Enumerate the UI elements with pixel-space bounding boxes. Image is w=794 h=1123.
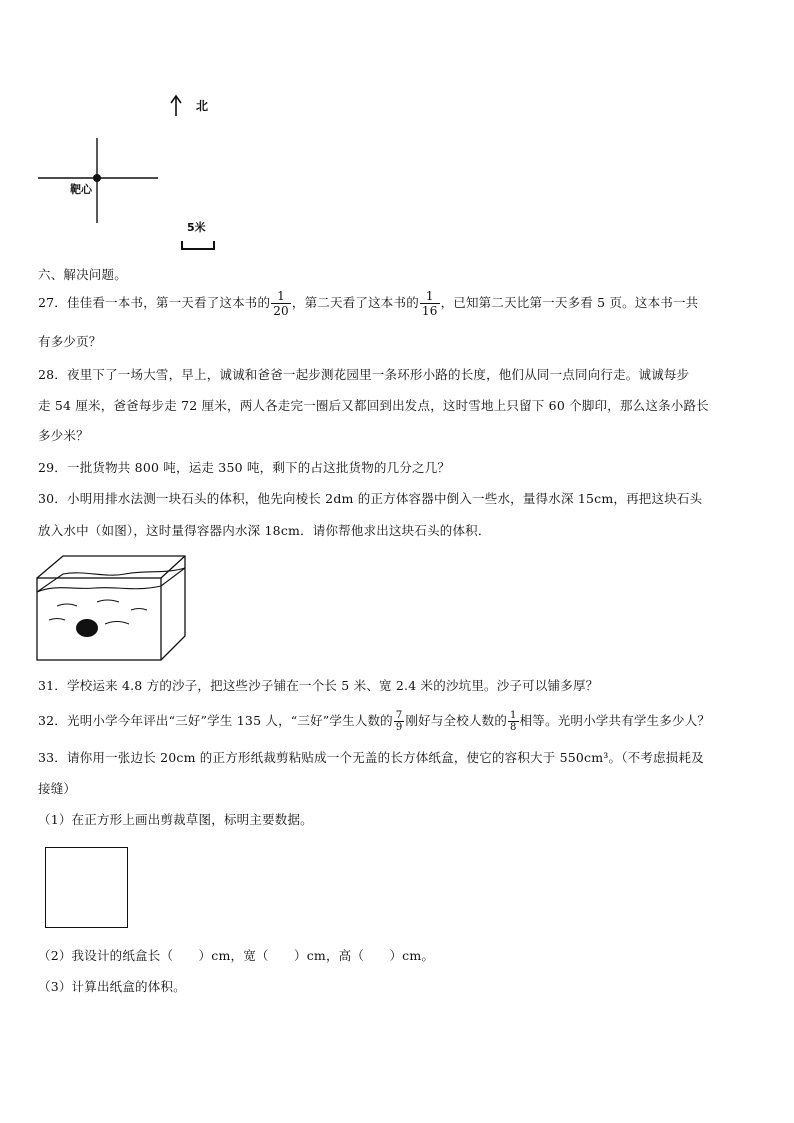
bullseye-label: 靶心 (70, 183, 92, 196)
question-28-line-2: 走 54 厘米，爸爸每步走 72 厘米，两人各走完一圈后又都回到出发点，这时雪地上只留下 60 个脚印，那么这条小路长 (38, 398, 709, 413)
question-33-line-1: 33．请你用一张边长 20cm 的正方形纸裁剪粘贴成一个无盖的长方体纸盒，使它的容积大于 550cm³。（不考虑损耗及 (38, 750, 704, 765)
q32-fraction-2: $\frac{1}{8}$ (510, 710, 517, 733)
stone-icon (76, 619, 98, 637)
north-label: 北 (196, 99, 209, 113)
question-33-line-2: 接缝） (38, 781, 77, 796)
q27-text-part2: ，第二天看了这本书的 (291, 295, 419, 310)
q27-text-part3: ，已知第二天比第一天多看 5 页。这本书一共 (440, 295, 699, 310)
question-32 (38, 710, 710, 733)
q27-fraction-1: $\frac{1}{20}$ (273, 289, 289, 318)
question-30-line-2: 放入水中（如图），这时量得容器内水深 18cm．请你帮他求出这块石头的体积． (38, 523, 491, 538)
question-31: 31．学校运来 4.8 方的沙子，把这些沙子铺在一个长 5 米、宽 2.4 米的沙坑里。沙子可以铺多厚？ (38, 678, 599, 693)
square-drawing-area[interactable] (45, 847, 128, 928)
question-27-line-1 (38, 289, 698, 318)
question-30-line-1: 30．小明用排水法测一块石头的体积，他先向棱长 2dm 的正方体容器中倒入一些水，量得水深 15cm，再把这块石头 (38, 491, 703, 506)
water-container-diagram (35, 552, 195, 672)
q32-fraction-1: $\frac{7}{9}$ (395, 710, 403, 733)
section-title: 六、解决问题。 (38, 267, 127, 282)
q27-fraction-2: $\frac{1}{16}$ (421, 289, 438, 318)
q27-text-part1: 27．佳佳看一本书，第一天看了这本书的 (38, 295, 271, 310)
question-33-sub-2: （2）我设计的纸盒长（ ）cm，宽（ ）cm，高（ ）cm。 (38, 948, 435, 963)
question-33-sub-3: （3）计算出纸盒的体积。 (38, 979, 186, 994)
scale-label: 5米 (187, 221, 206, 234)
question-27-line-2: 有多少页？ (38, 334, 102, 349)
q32-text-part1: 32．光明小学今年评出“三好”学生 135 人，“三好”学生人数的 (38, 713, 393, 728)
scale-bar-icon (182, 241, 214, 249)
bullseye-dot-icon (93, 174, 101, 182)
question-28-line-1: 28．夜里下了一场大雪，早上，诚诚和爸爸一起步测花园里一条环形小路的长度，他们从同一点同向行走。诚诚每步 (38, 367, 690, 382)
q32-text-part3: 相等。光明小学共有学生多少人？ (519, 713, 711, 728)
question-28-line-3: 多少米？ (38, 428, 89, 443)
q32-text-part2: 刚好与全校人数的 (405, 713, 508, 728)
question-29: 29．一批货物共 800 吨，运走 350 吨，剩下的占这批货物的几分之几？ (38, 460, 451, 475)
question-33-sub-1: （1）在正方形上画出剪裁草图，标明主要数据。 (38, 812, 313, 827)
